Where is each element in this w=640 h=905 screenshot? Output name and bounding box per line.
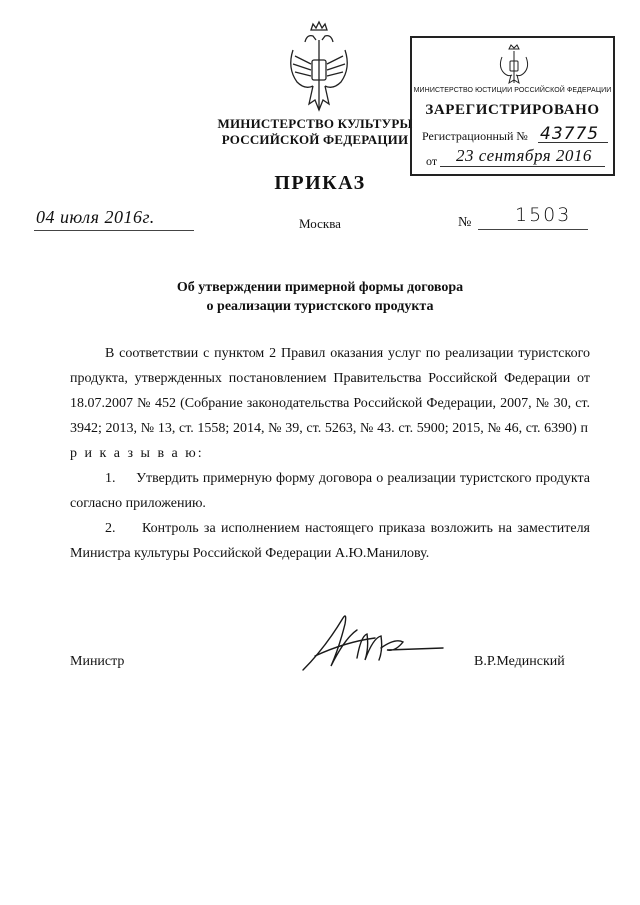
stamp-date-value: 23 сентября 2016: [456, 146, 592, 165]
order-date-handwritten: 04 июля 2016г.: [36, 207, 155, 227]
ministry-line-2: РОССИЙСКОЙ ФЕДЕРАЦИИ: [221, 132, 409, 147]
order-item-1: 1. Утвердить примерную форму договора о реализации туристского продукта согласно приложению.: [70, 471, 590, 511]
preamble-text: В соответствии с пунктом 2 Правил оказания услуг по реализации туристского продукта, утвержденных постановлением Правительства Российской Федерации от 18.07.2007 № 452 (Собрание законодательства Российской Федерации, 2007, № 30, ст. 3942; 2013, № 13, ст. 1558; 2014, № 39, ст. 5263, № 43. ст. 5900; 2015, № 46, ст. 6390): [70, 346, 590, 436]
ministry-line-1: МИНИСТЕРСТВО КУЛЬТУРЫ: [217, 116, 413, 131]
subject-line-2: о реализации туристского продукта: [206, 299, 434, 314]
stamp-registered-label: ЗАРЕГИСТРИРОВАНО: [425, 102, 600, 118]
city: Москва: [299, 216, 341, 231]
stamp-regno-underline: [538, 142, 608, 143]
ministry-header: [210, 116, 420, 148]
order-number-handwritten: 1503: [515, 204, 572, 226]
order-number-underline: [478, 229, 588, 230]
emblem-icon: [283, 20, 355, 118]
preamble-paragraph: [70, 341, 590, 466]
stamp-regno-value: 43775: [540, 124, 600, 144]
stamp-from-label: от: [426, 154, 438, 168]
stamp-ministry: МИНИСТЕРСТВО ЮСТИЦИИ РОССИЙСКОЙ ФЕДЕРАЦИИ: [413, 87, 612, 94]
stamp-emblem-icon: [496, 43, 532, 87]
stamp-date-underline: [440, 166, 605, 167]
minister-name: В.Р.Мединский: [474, 654, 565, 669]
stamp-regno-label: Регистрационный №: [422, 129, 528, 143]
signature-icon: [295, 608, 445, 678]
order-subject: [0, 278, 640, 316]
subject-line-1: Об утверждении примерной формы договора: [176, 280, 464, 295]
order-title: ПРИКАЗ: [274, 172, 366, 194]
order-item-2: 2. Контроль за исполнением настоящего приказа возложить на заместителя Министра культуры Российской Федерации А.Ю.Манилову.: [70, 521, 590, 561]
minister-title: Министр: [70, 654, 125, 669]
order-word: п р и к а з ы в а ю:: [70, 421, 590, 461]
registration-stamp: [410, 36, 615, 176]
order-number-sign: №: [458, 215, 472, 230]
